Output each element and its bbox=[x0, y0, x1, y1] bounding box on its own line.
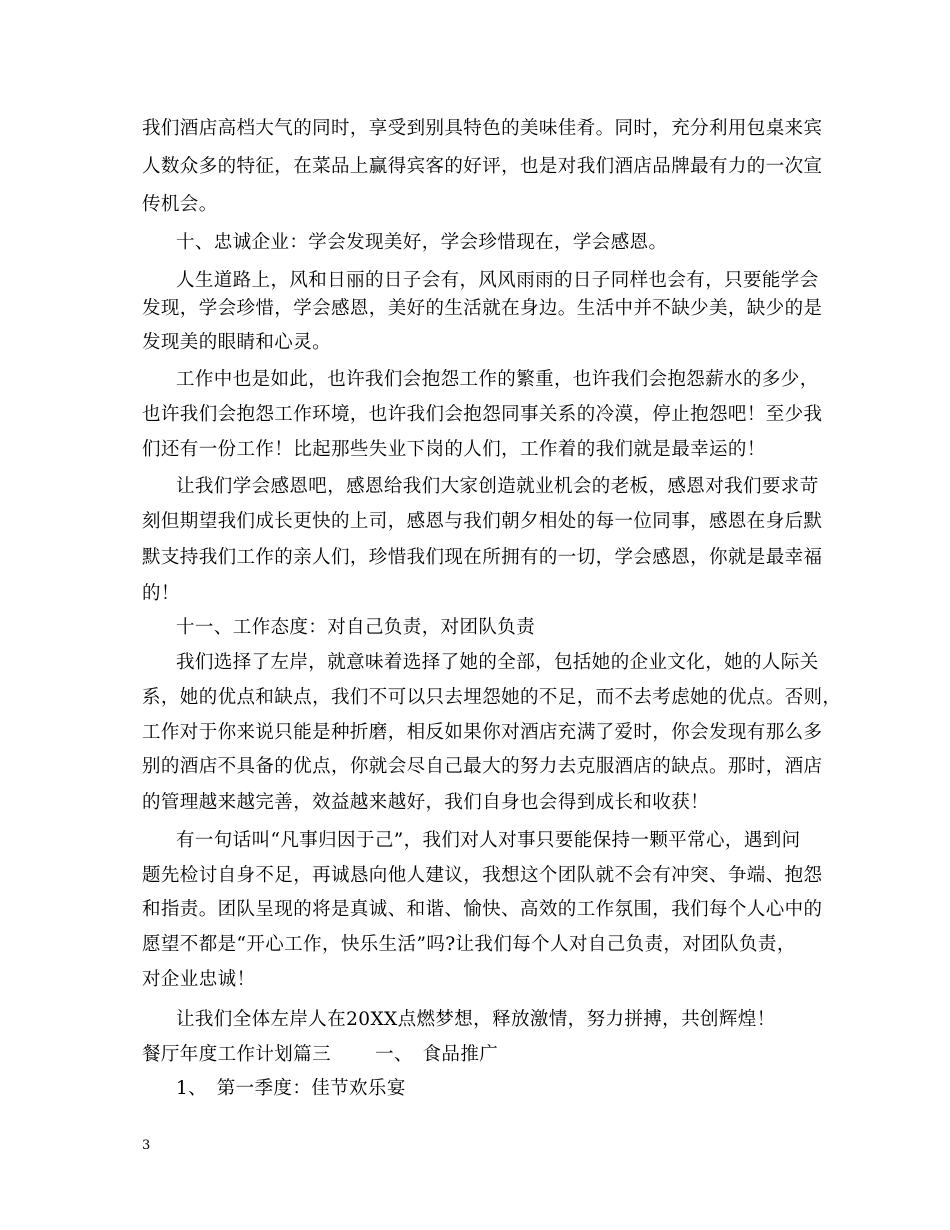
body-text-line: 题先检讨自身不足，再诚恳向他人建议，我想这个团队就不会有冲突、争端、抱怨 bbox=[142, 865, 823, 886]
body-text-line: 别的酒店不具备的优点，你就会尽自己最大的努力去克服酒店的缺点。那时，酒店 bbox=[142, 756, 823, 777]
body-text-line: 的！ bbox=[142, 583, 180, 604]
body-text-line: 工作对于你来说只能是种折磨，相反如果你对酒店充满了爱时，你会发现有那么多 bbox=[142, 722, 823, 743]
body-text-line: 默支持我们工作的亲人们，珍惜我们现在所拥有的一切，学会感恩，你就是最幸福 bbox=[142, 547, 823, 568]
body-text-line: 工作中也是如此，也许我们会抱怨工作的繁重，也许我们会抱怨薪水的多少， bbox=[176, 369, 819, 390]
body-text-line: 愿望不都是“开心工作，快乐生活”吗?让我们每个人对自己负责，对团队负责， bbox=[142, 934, 796, 955]
body-text-line: 我们选择了左岸，就意味着选择了她的全部，包括她的企业文化，她的人际关 bbox=[176, 652, 819, 673]
page-number: 3 bbox=[142, 1138, 151, 1153]
body-text-line: 也许我们会抱怨工作环境，也许我们会抱怨同事关系的冷漠，停止抱怨吧！至少我 bbox=[142, 404, 823, 425]
section-heading: 餐厅年度工作计划篇三 一、 食品推广 bbox=[142, 1044, 499, 1065]
body-text-line: 传机会。 bbox=[142, 194, 218, 215]
body-text-line: 和指责。团队呈现的将是真诚、和谐、愉快、高效的工作氛围，我们每个人心中的 bbox=[142, 899, 823, 920]
body-text-line: 让我们学会感恩吧，感恩给我们大家创造就业机会的老板，感恩对我们要求苛 bbox=[176, 476, 819, 497]
body-text-line: 发现美的眼睛和心灵。 bbox=[142, 332, 332, 353]
subsection-heading: 1、 第一季度：佳节欢乐宴 bbox=[176, 1078, 406, 1099]
body-text-line: 对企业忠诚！ bbox=[142, 969, 256, 990]
body-text-line: 人生道路上，风和日丽的日子会有，风风雨雨的日子同样也会有，只要能学会 bbox=[176, 270, 819, 291]
body-text-line: 的管理越来越完善，效益越来越好，我们自身也会得到成长和收获！ bbox=[142, 792, 710, 813]
body-text-line: 让我们全体左岸人在20XX点燃梦想，释放激情，努力拼搏，共创辉煌！ bbox=[176, 1009, 776, 1030]
body-text-line: 们还有一份工作！比起那些失业下岗的人们，工作着的我们就是最幸运的！ bbox=[142, 439, 766, 460]
section-heading: 十一、工作态度：对自己负责，对团队负责 bbox=[176, 617, 536, 638]
body-text-line: 刻但期望我们成长更快的上司，感恩与我们朝夕相处的每一位同事，感恩在身后默 bbox=[142, 511, 823, 532]
section-heading: 十、忠诚企业：学会发现美好，学会珍惜现在，学会感恩。 bbox=[176, 232, 668, 253]
body-text-line: 我们酒店高档大气的同时，享受到别具特色的美味佳肴。同时，充分利用包桌来宾 bbox=[142, 118, 823, 139]
body-text-line: 系，她的优点和缺点，我们不可以只去埋怨她的不足，而不去考虑她的优点。否则， bbox=[142, 687, 842, 708]
body-text-line: 有一句话叫“凡事归因于己”，我们对人对事只要能保持一颗平常心，遇到问 bbox=[176, 830, 801, 851]
body-text-line: 发现，学会珍惜，学会感恩，美好的生活就在身边。生活中并不缺少美，缺少的是 bbox=[142, 298, 823, 319]
body-text-line: 人数众多的特征，在菜品上赢得宾客的好评，也是对我们酒店品牌最有力的一次宣 bbox=[142, 156, 823, 177]
